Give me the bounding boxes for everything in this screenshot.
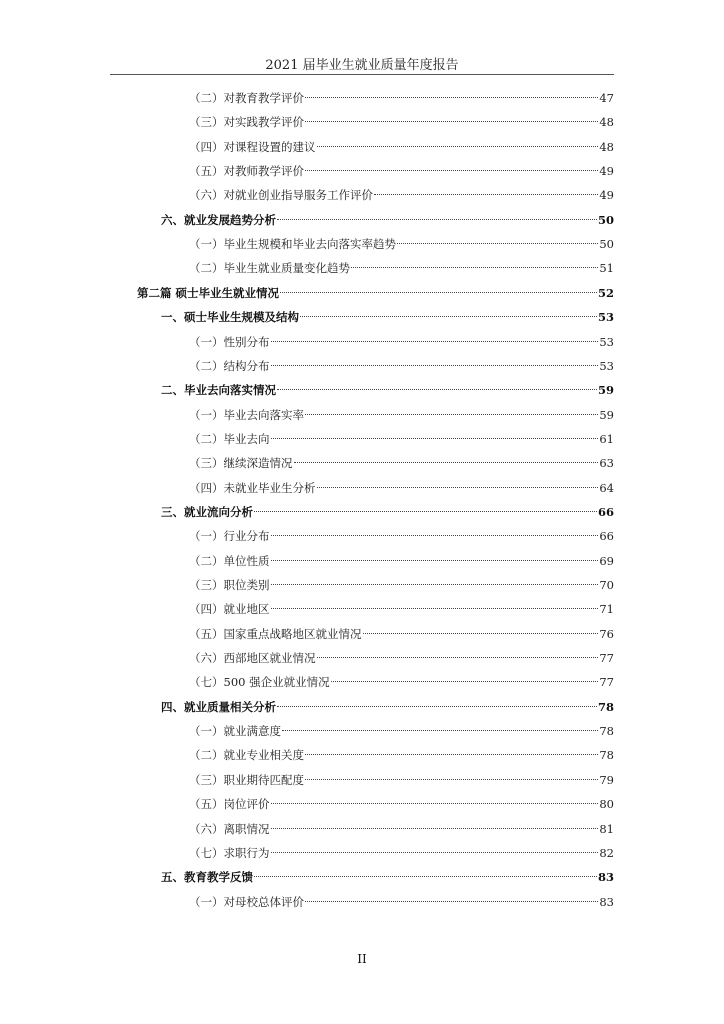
toc-entry-label: （三）职位类别: [189, 578, 270, 592]
toc-entry-label: 三、就业流向分析: [161, 504, 253, 519]
toc-entry-page: 59: [597, 383, 614, 398]
toc-entry-page: 78: [597, 699, 614, 714]
toc-leader-dots: [305, 83, 598, 98]
toc-entry-label: （一）毕业生规模和毕业去向落实率趋势: [189, 237, 396, 252]
toc-entry-page: 81: [599, 821, 614, 836]
toc-leader-dots: [254, 497, 597, 512]
toc-entry-page: 83: [599, 894, 614, 909]
toc-entry-label: 六、就业发展趋势分析: [161, 212, 276, 227]
toc-entry-label: （五）国家重点战略地区就业情况: [189, 626, 362, 641]
toc-entry-label: 五、教育教学反馈: [161, 870, 253, 885]
toc-entry-page: 77: [599, 675, 614, 690]
toc-entry-label: 四、就业质量相关分析: [161, 699, 276, 714]
toc-entry-page: 51: [599, 261, 614, 276]
toc-entry-page: 82: [599, 845, 614, 860]
toc-entry-page: 80: [599, 797, 614, 812]
toc-entry-label: （一）就业满意度: [189, 724, 281, 739]
toc-entry-page: 50: [597, 212, 614, 227]
toc-leader-dots: [317, 643, 599, 658]
toc-entry-label: （五）岗位评价: [189, 797, 270, 812]
toc-entry-label: （三）职业期待匹配度: [189, 772, 304, 787]
toc-leader-dots: [271, 814, 599, 829]
toc-entry-page: 64: [599, 480, 614, 495]
toc-entry-label: 第二篇 硕士毕业生就业情况: [137, 285, 280, 300]
toc-leader-dots: [300, 302, 597, 317]
toc-leader-dots: [374, 180, 598, 195]
toc-entry-page: 53: [599, 334, 614, 349]
toc-leader-dots: [271, 570, 599, 585]
toc-entry-label: （二）就业专业相关度: [189, 748, 304, 763]
toc-subsection-entry[interactable]: [189, 890, 614, 914]
toc-entry-label: （五）对教师教学评价: [189, 164, 304, 179]
toc-entry-page: 70: [599, 578, 614, 592]
toc-entry-page: 53: [599, 358, 614, 373]
toc-leader-dots: [271, 327, 599, 342]
toc-leader-dots: [277, 375, 597, 390]
toc-entry-page: 48: [599, 139, 614, 154]
toc-entry-label: （四）对课程设置的建议: [189, 139, 316, 154]
toc-entry-page: 69: [599, 553, 614, 568]
toc-leader-dots: [271, 351, 599, 366]
toc-leader-dots: [363, 619, 599, 634]
toc-entry-page: 48: [599, 115, 614, 130]
toc-entry-page: 59: [599, 407, 614, 422]
toc-entry-label: （七）求职行为: [189, 845, 270, 860]
toc-leader-dots: [305, 156, 598, 171]
running-header: 2021 届毕业生就业质量年度报告: [265, 58, 459, 73]
toc-entry-label: （六）对就业创业指导服务工作评价: [189, 188, 373, 203]
toc-leader-dots: [305, 765, 598, 780]
page-number: II: [357, 952, 367, 966]
toc-entry-label: （四）就业地区: [189, 602, 270, 617]
toc-leader-dots: [271, 424, 599, 439]
toc-entry-page: 47: [599, 91, 614, 105]
toc-entry-page: 52: [597, 285, 614, 300]
toc-entry-label: （一）性别分布: [189, 334, 270, 349]
toc-leader-dots: [397, 229, 598, 244]
toc-entry-page: 78: [599, 724, 614, 739]
toc-entry-label: （三）对实践教学评价: [189, 115, 304, 130]
toc-entry-label: （二）对教育教学评价: [189, 91, 304, 105]
toc-entry-page: 50: [599, 237, 614, 252]
toc-leader-dots: [271, 521, 599, 536]
toc-entry-page: 78: [599, 748, 614, 763]
header-rule: [110, 74, 614, 75]
toc-entry-label: （一）行业分布: [189, 529, 270, 544]
toc-entry-page: 49: [599, 188, 614, 203]
toc-leader-dots: [305, 740, 598, 755]
toc-entry-page: 63: [599, 456, 614, 471]
toc-leader-dots: [351, 253, 598, 268]
toc-leader-dots: [271, 594, 599, 609]
toc-leader-dots: [294, 448, 599, 463]
toc-entry-label: 一、硕士毕业生规模及结构: [161, 310, 299, 325]
toc-entry-label: （一）对母校总体评价: [189, 894, 304, 909]
toc-entry-label: （六）西部地区就业情况: [189, 651, 316, 666]
toc-entry-label: （六）离职情况: [189, 821, 270, 836]
toc-entry-label: （四）未就业毕业生分析: [189, 480, 316, 495]
toc-leader-dots: [331, 667, 599, 682]
toc-entry-label: （七）500 强企业就业情况: [189, 675, 330, 690]
toc-entry-page: 49: [599, 164, 614, 179]
toc-entry-page: 77: [599, 651, 614, 666]
toc-entry-label: （二）单位性质: [189, 553, 270, 568]
toc-leader-dots: [305, 887, 598, 902]
toc-leader-dots: [271, 546, 599, 561]
toc-entry-label: （二）结构分布: [189, 358, 270, 373]
toc-entry-label: 二、毕业去向落实情况: [161, 383, 276, 398]
toc-leader-dots: [271, 789, 599, 804]
toc-entry-page: 53: [597, 310, 614, 325]
toc-leader-dots: [277, 205, 597, 220]
toc-leader-dots: [282, 716, 598, 731]
toc-entry-label: （二）毕业去向: [189, 431, 270, 446]
toc-entry-page: 61: [599, 431, 614, 446]
toc-entry-page: 76: [599, 626, 614, 641]
toc-leader-dots: [317, 132, 599, 147]
toc-leader-dots: [254, 862, 597, 877]
toc-entry-label: （二）毕业生就业质量变化趋势: [189, 261, 350, 276]
toc-entry-page: 83: [597, 870, 614, 885]
toc-leader-dots: [305, 107, 598, 122]
toc-leader-dots: [271, 838, 599, 853]
toc-entry-page: 66: [599, 529, 614, 544]
toc-entry-page: 71: [599, 602, 614, 617]
toc-leader-dots: [280, 278, 597, 293]
toc-entry-label: （三）继续深造情况: [189, 456, 293, 471]
toc-leader-dots: [317, 473, 599, 488]
toc-leader-dots: [277, 692, 597, 707]
toc-entry-page: 79: [599, 772, 614, 787]
toc-entry-page: 66: [597, 504, 614, 519]
toc-entry-label: （一）毕业去向落实率: [189, 407, 304, 422]
toc-leader-dots: [305, 400, 598, 415]
